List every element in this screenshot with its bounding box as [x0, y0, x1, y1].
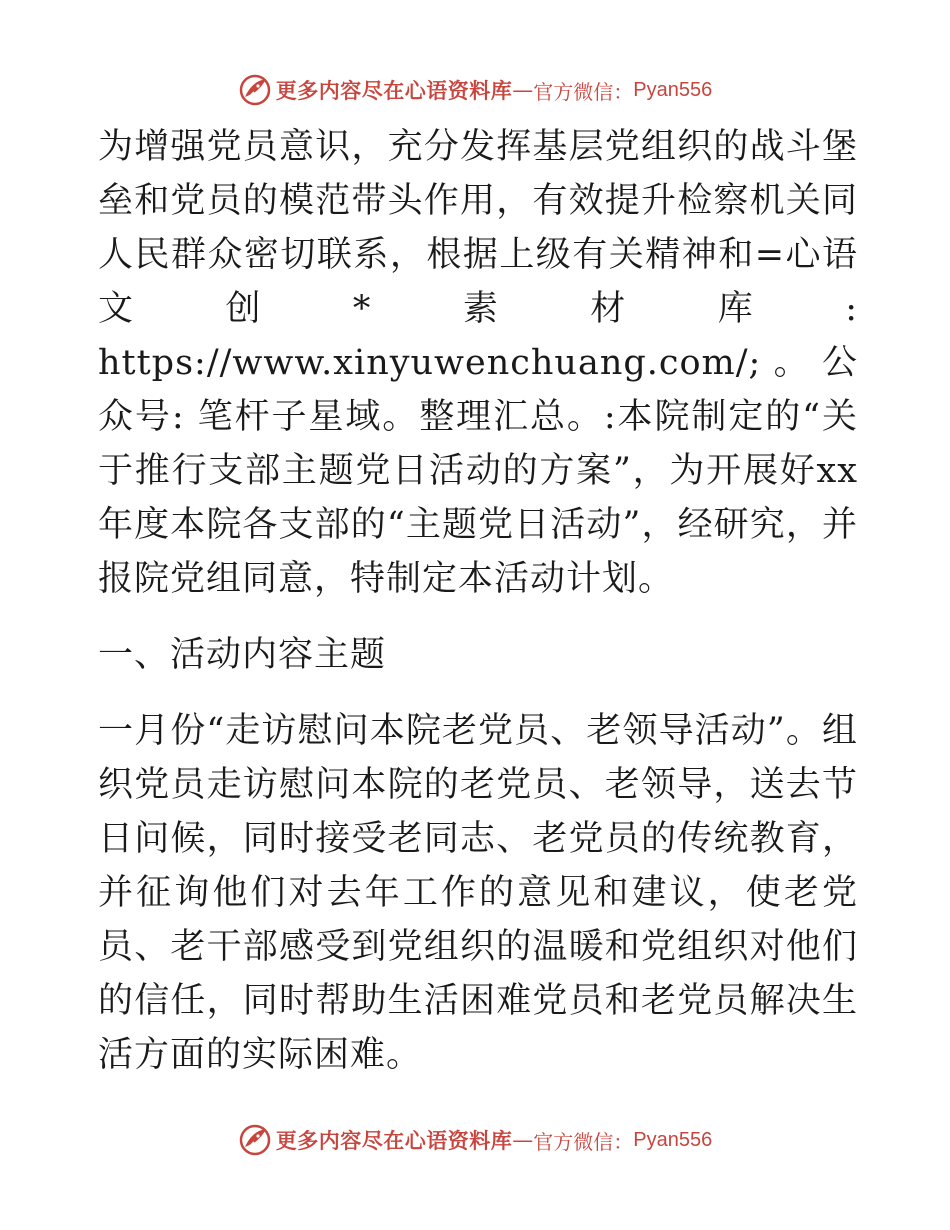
footer-dash: —	[512, 1128, 534, 1152]
header-title: 更多内容尽在心语资料库	[275, 78, 513, 103]
pen-nib-logo-icon	[238, 1123, 272, 1157]
intro-paragraph: 为增强党员意识，充分发挥基层党组织的战斗堡垒和党员的模范带头作用，有效提升检察机关同人民群众密切联系，根据上级有关精神和=心语文创*素材库: https://www.xinyuwenchuang.com/;。公众号: 笔杆子星域。整理汇总。:本院制定的“关于推行支部主题党日活动的方案”，为开展好xx年度本院各支部的“主题党日活动”，经研究，并报院党组同意，特制定本活动计划。	[98, 127, 858, 599]
footer-title: 更多内容尽在心语资料库	[275, 1128, 513, 1153]
header-dash: —	[512, 78, 534, 102]
header-banner	[0, 70, 950, 110]
header-wechat-id: Pyan556	[633, 78, 713, 101]
footer-banner	[0, 1120, 950, 1160]
footer-wechat-id: Pyan556	[633, 1128, 713, 1151]
section-heading: 一、活动内容主题	[98, 635, 387, 675]
pen-nib-logo-icon	[238, 73, 272, 107]
january-activity-paragraph: 一月份“走访慰问本院老党员、老领导活动”。组织党员走访慰问本院的老党员、老领导，送去节日问候，同时接受老同志、老党员的传统教育，并征询他们对去年工作的意见和建议，使老党员、老干部感受到党组织的温暖和党组织对他们的信任，同时帮助生活困难党员和老党员解决生活方面的实际困难。	[98, 711, 858, 1075]
document-body	[98, 120, 858, 1082]
footer-wechat-label: 官方微信：	[533, 1129, 634, 1154]
header-wechat-label: 官方微信：	[533, 79, 634, 104]
